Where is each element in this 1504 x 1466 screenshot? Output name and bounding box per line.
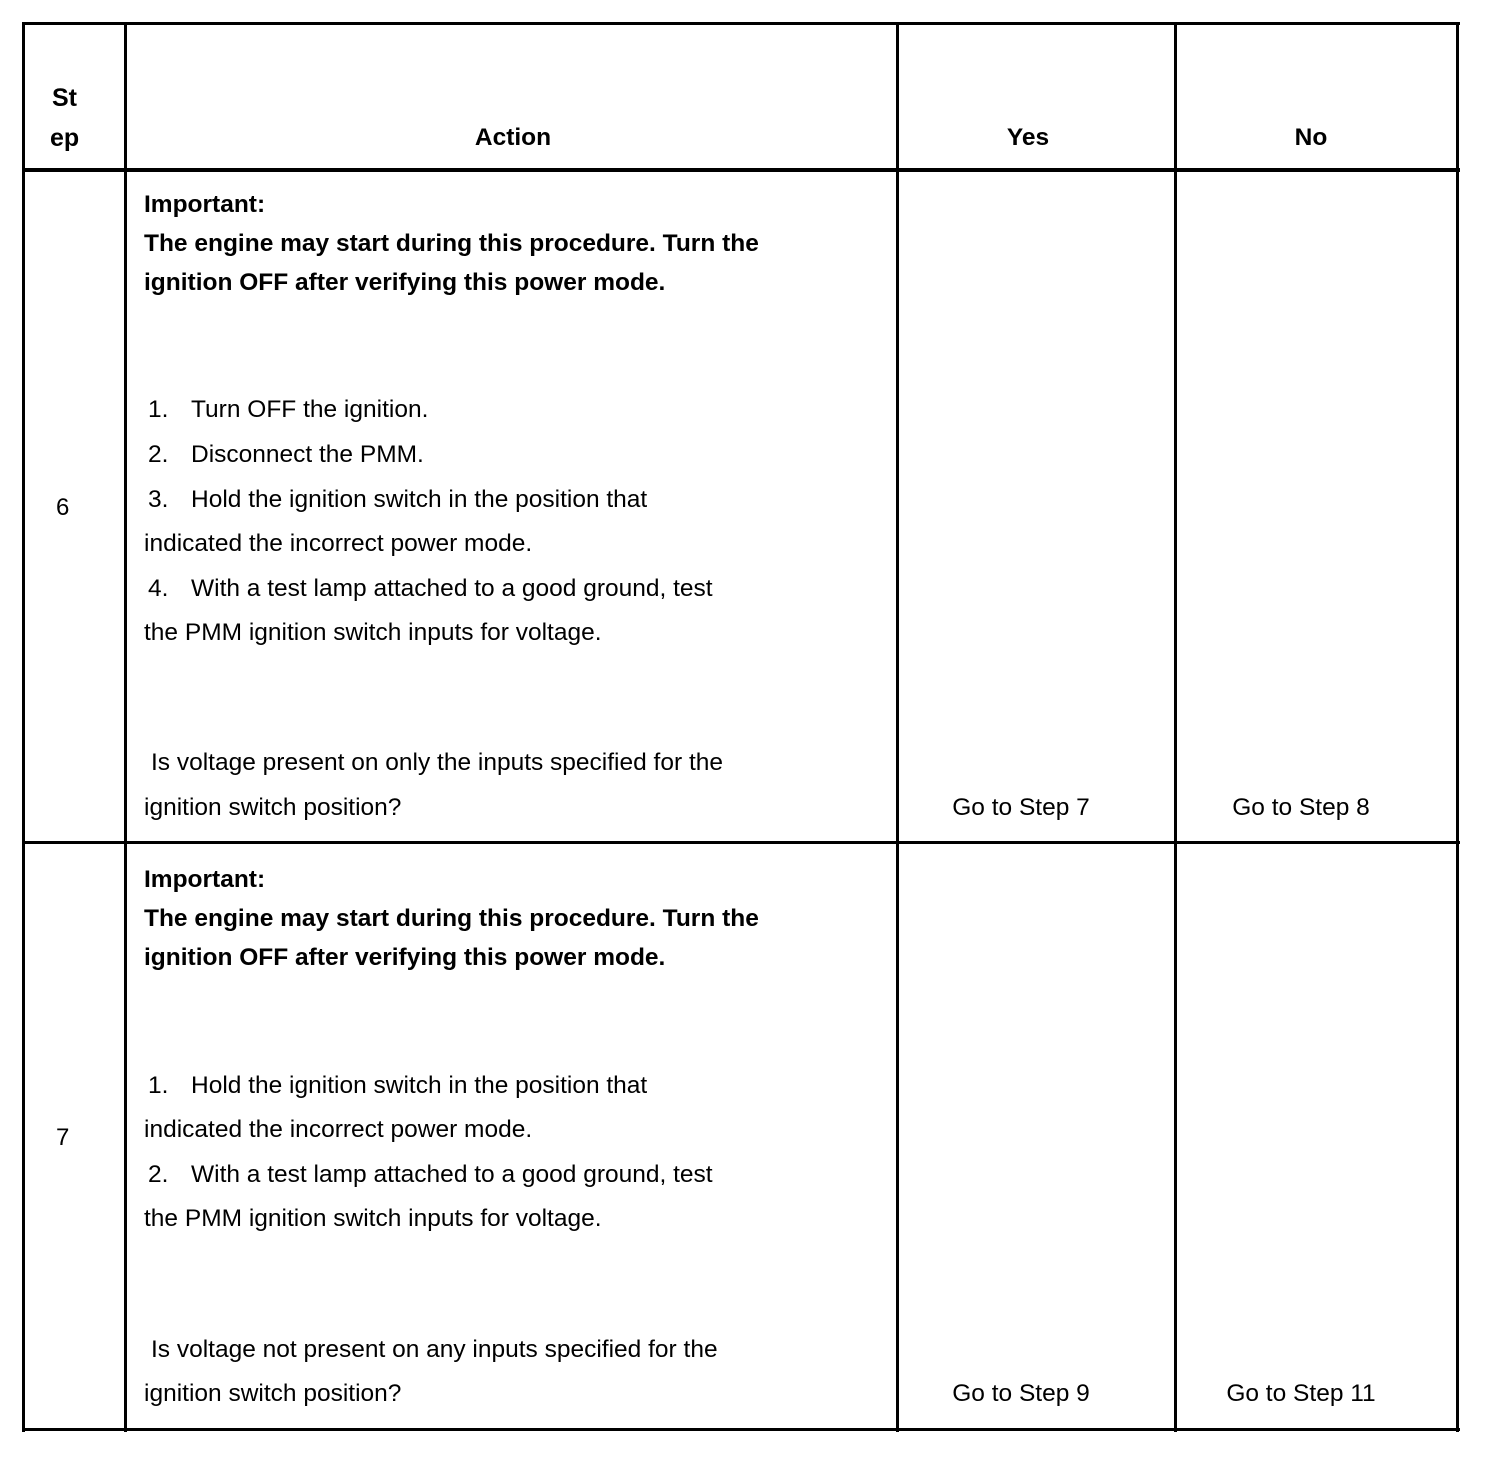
row-divider — [22, 841, 1460, 844]
step-number: 7 — [56, 1124, 70, 1151]
step-index: 3. — [148, 486, 169, 513]
procedure-step — [144, 1073, 647, 1099]
no-result: Go to Step 8 — [1232, 794, 1370, 821]
table-border-top — [22, 22, 1460, 25]
step-index: 2. — [148, 1161, 169, 1188]
step-text: Hold the ignition switch in the position that — [191, 486, 648, 513]
table-border-bottom — [22, 1428, 1460, 1431]
table-border-left — [22, 22, 25, 1432]
question-line1: Is voltage not present on any inputs specified for the — [151, 1336, 718, 1363]
important-label: Important: — [144, 191, 266, 218]
yes-result: Go to Step 9 — [952, 1380, 1090, 1407]
procedure-step — [144, 397, 428, 423]
no-result: Go to Step 11 — [1226, 1380, 1376, 1407]
step-continuation: indicated the incorrect power mode. — [144, 530, 533, 557]
step-index: 1. — [148, 1072, 169, 1099]
procedure-step — [144, 442, 424, 468]
column-divider-action — [896, 22, 899, 1432]
procedure-step — [144, 576, 713, 602]
step-text: Hold the ignition switch in the position that — [191, 1072, 648, 1099]
question-line2: ignition switch position? — [144, 1380, 402, 1407]
header-step-line1: St — [52, 84, 77, 112]
step-number: 6 — [56, 494, 70, 521]
question-line1: Is voltage present on only the inputs specified for the — [151, 749, 724, 776]
column-divider-step — [124, 22, 127, 1432]
step-text: With a test lamp attached to a good ground, test — [191, 1161, 713, 1188]
step-continuation: the PMM ignition switch inputs for voltage. — [144, 619, 602, 646]
step-text: Disconnect the PMM. — [191, 441, 424, 468]
header-yes: Yes — [1006, 124, 1050, 151]
important-text-line2: ignition OFF after verifying this power mode. — [144, 944, 666, 971]
step-index: 2. — [148, 441, 169, 468]
step-continuation: the PMM ignition switch inputs for voltage. — [144, 1205, 602, 1232]
important-text-line1: The engine may start during this procedure. Turn the — [144, 230, 759, 257]
step-text: Turn OFF the ignition. — [191, 396, 429, 423]
question-line2: ignition switch position? — [144, 794, 402, 821]
header-no: No — [1294, 124, 1328, 151]
step-index: 1. — [148, 396, 169, 423]
step-continuation: indicated the incorrect power mode. — [144, 1116, 533, 1143]
header-divider — [22, 168, 1460, 172]
step-text: With a test lamp attached to a good ground, test — [191, 575, 713, 602]
procedure-step — [144, 1162, 713, 1188]
header-action: Action — [474, 124, 552, 151]
procedure-step — [144, 487, 647, 513]
yes-result: Go to Step 7 — [952, 794, 1090, 821]
header-step-line2: ep — [50, 124, 80, 152]
step-index: 4. — [148, 575, 169, 602]
table-border-right — [1456, 22, 1459, 1432]
important-text-line1: The engine may start during this procedure. Turn the — [144, 905, 759, 932]
important-text-line2: ignition OFF after verifying this power mode. — [144, 269, 666, 296]
important-label: Important: — [144, 866, 266, 893]
column-divider-yes — [1174, 22, 1177, 1432]
